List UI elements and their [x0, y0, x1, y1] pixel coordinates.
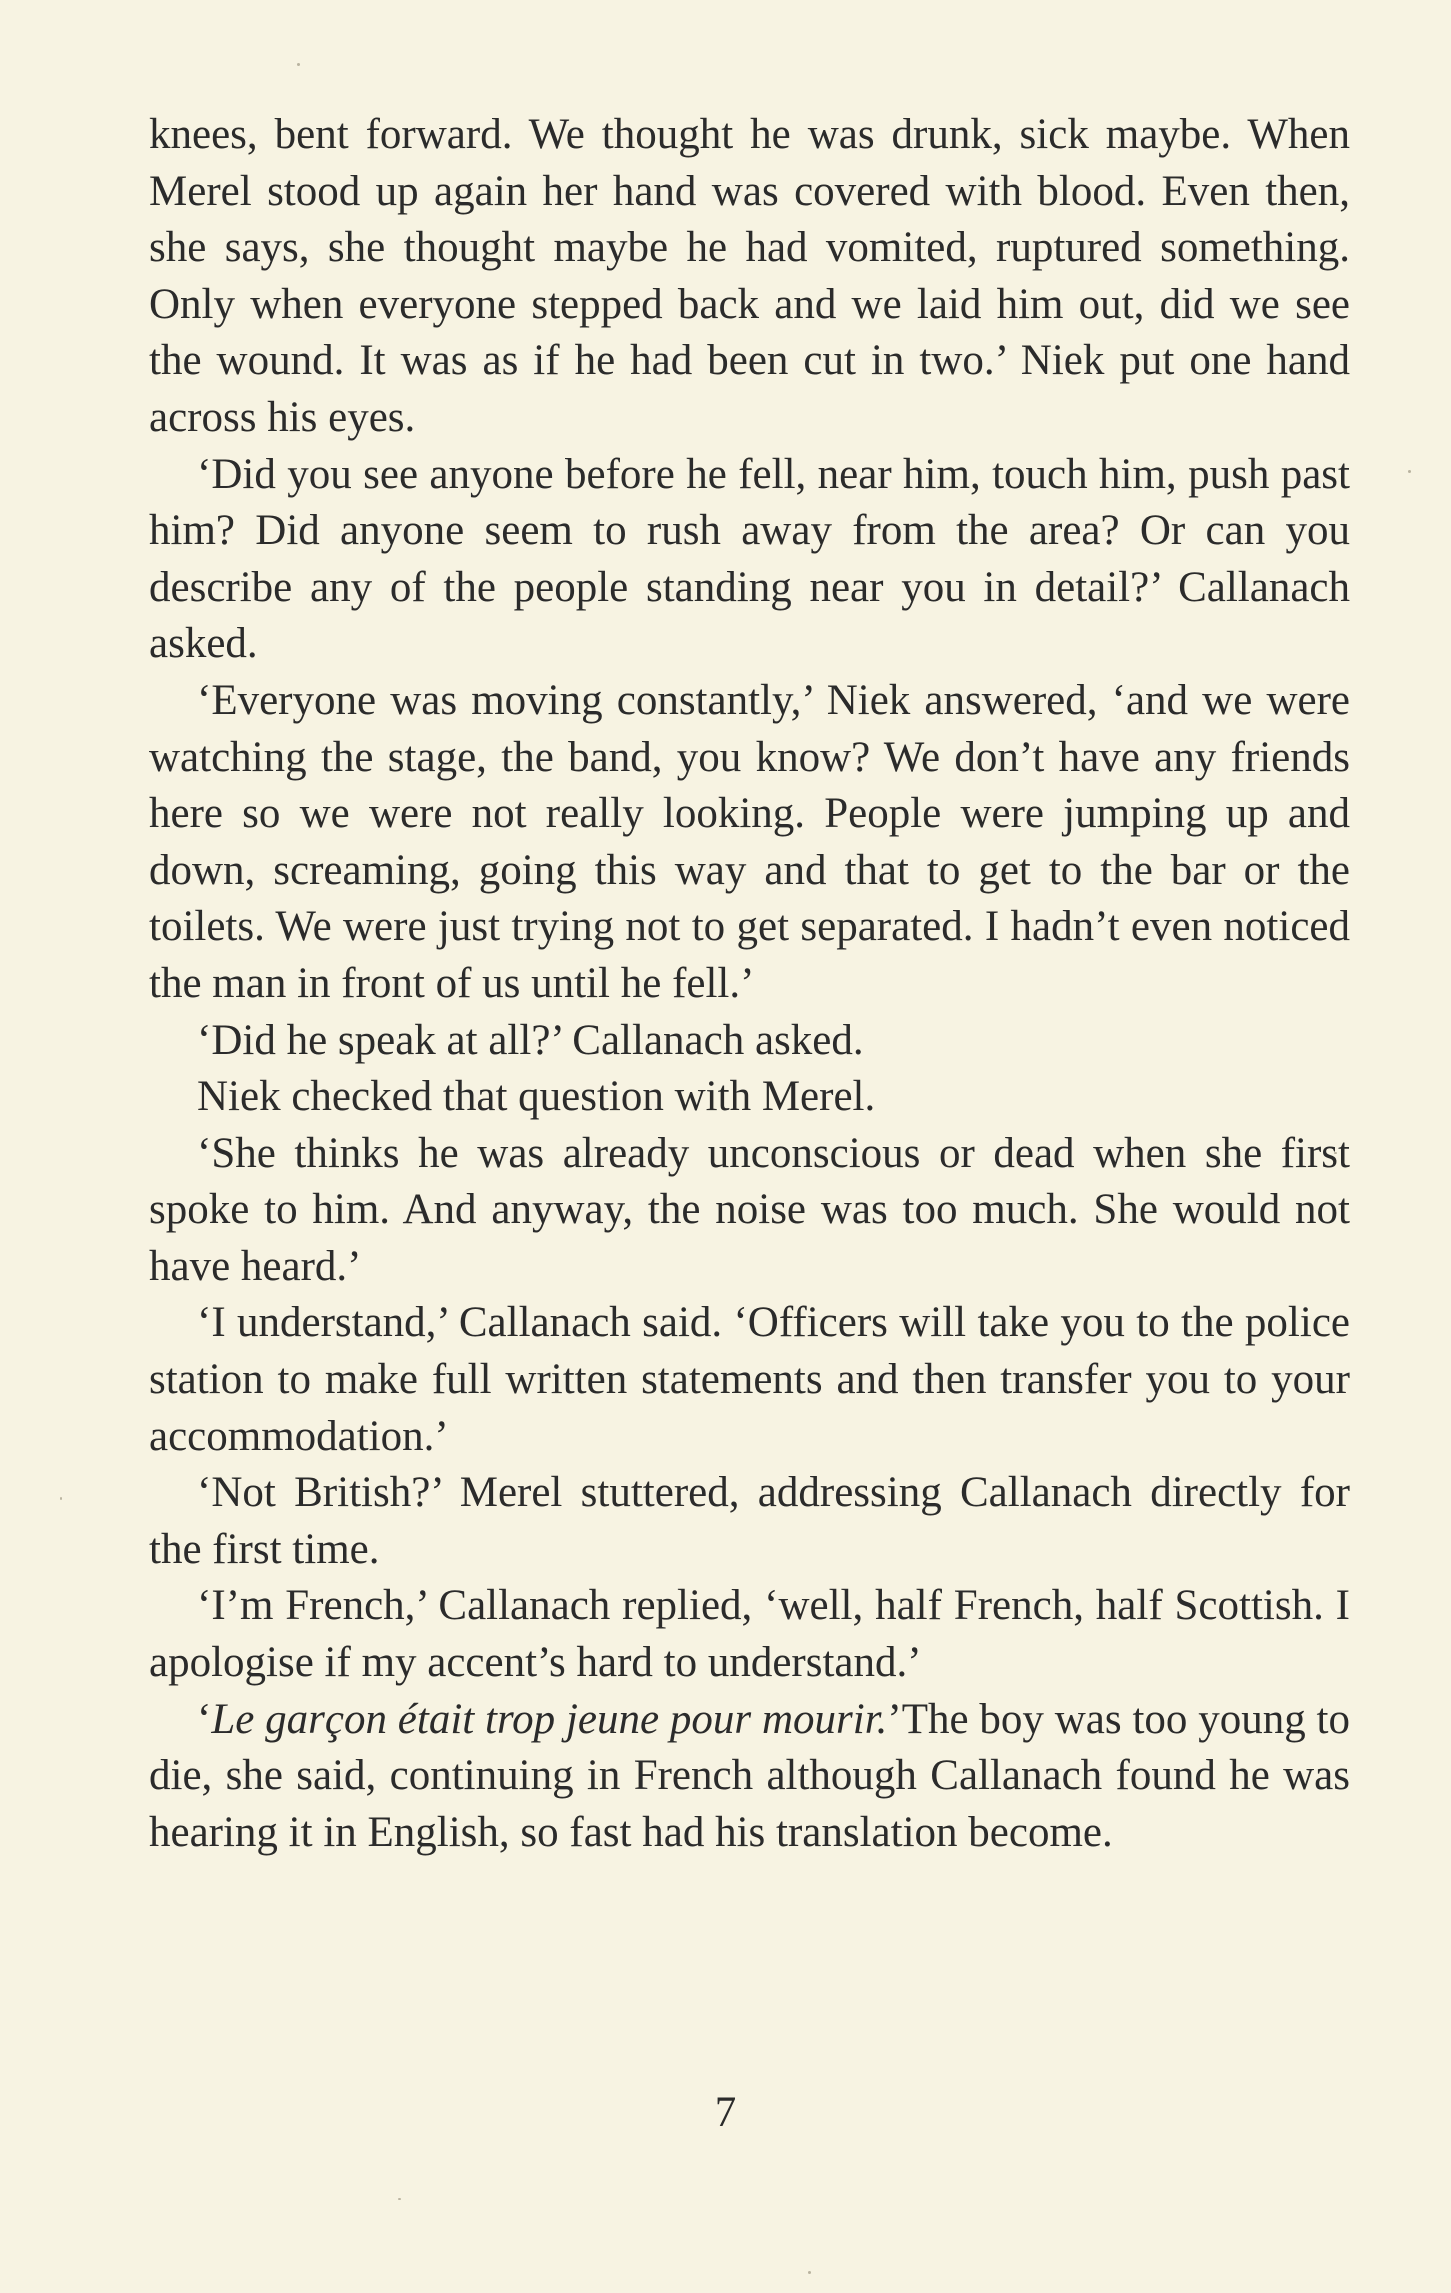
paragraph: ‘Everyone was moving constantly,’ Niek answered, ‘and we were watching the stage, the band, you know? We don’t have any friends here so we were not really looking. People were jumping up and down, screaming, going this way and that to get to the bar or the toilets. We were just trying not to get separated. I hadn’t even noticed the man in front of us until he fell.’ — [149, 676, 1350, 1007]
paragraph: ‘I understand,’ Callanach said. ‘Officers will take you to the police station to make full written statements and then transfer you to your accommodation.’ — [149, 1299, 1350, 1460]
paragraph: ‘Not British?’ Merel stuttered, addressing Callanach directly for the first time. — [149, 1469, 1350, 1573]
paper-speck — [297, 63, 300, 66]
paper-speck — [1408, 470, 1411, 473]
paragraph: Niek checked that question with Merel. — [197, 1073, 876, 1121]
paper-speck — [60, 1497, 62, 1500]
paragraph-final — [149, 1692, 1350, 1862]
paragraph: ‘Did he speak at all?’ Callanach asked. — [197, 1016, 864, 1064]
paragraph: ‘She thinks he was already unconscious or dead when she first spoke to him. And anyway, the noise was too much. She would not have heard.’ — [149, 1129, 1350, 1290]
paragraph-rest: The boy was too young to die, she said, continuing in French although Callanach found he was hearing it in English, so fast had his translation become. — [149, 1695, 1350, 1856]
paragraph: ‘I’m French,’ Callanach replied, ‘well, half French, half Scottish. I apologise if my accent’s hard to understand.’ — [149, 1582, 1350, 1687]
french-quote: Le garçon était trop jeune pour mourir. — [211, 1695, 888, 1743]
open-quote: ‘ — [197, 1695, 212, 1743]
paragraph: knees, bent forward. We thought he was drunk, sick maybe. When Merel stood up again her hand was covered with blood. Even then, she says, she thought maybe he had vomited, ruptured something. Only when everyone stepped back and we laid him out, did we see the wound. It was as if he had been cut in two.’ Niek put one hand across his eyes. — [149, 111, 1350, 441]
body-text — [149, 107, 1350, 1861]
paper-speck — [398, 2198, 401, 2200]
paragraph: ‘Did you see anyone before he fell, near him, touch him, push past him? Did anyone seem to rush away from the area? Or can you describe any of the people standing near you in detail?’ Callanach asked. — [149, 450, 1350, 668]
page-number: 7 — [714, 2089, 737, 2136]
close-quote: ’ — [887, 1695, 902, 1743]
paper-speck — [808, 2271, 811, 2274]
